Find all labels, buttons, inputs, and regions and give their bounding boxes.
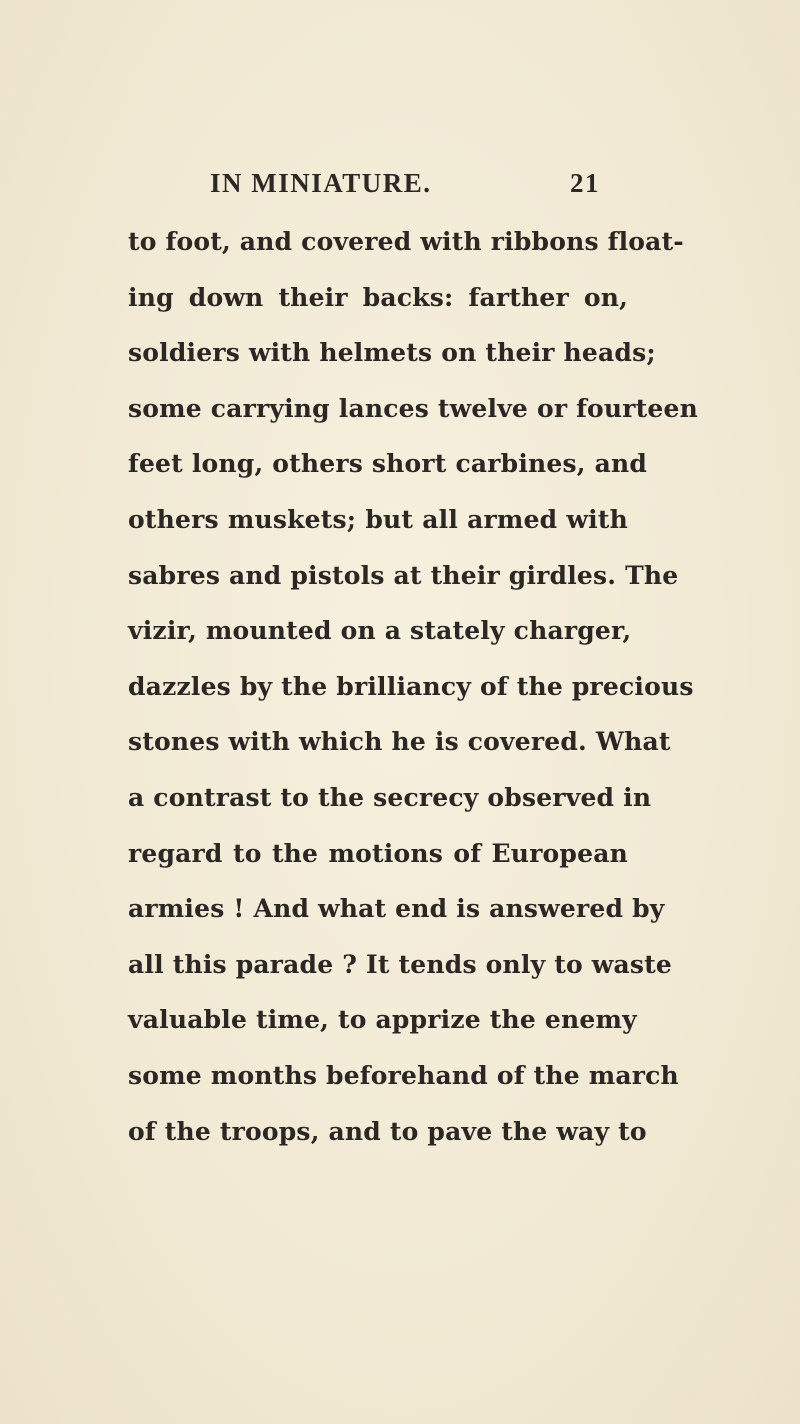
- text-line-17: of the troops, and to pave the way to: [128, 1116, 647, 1146]
- running-head: [210, 168, 600, 204]
- running-title: IN MINIATURE.: [210, 168, 432, 198]
- text-line-10: stones with which he is covered. What: [128, 727, 671, 757]
- text-line-7: sabres and pistols at their girdles. The: [128, 560, 679, 590]
- text-line-9: dazzles by the brilliancy of the precious: [128, 671, 694, 701]
- body-text: [128, 214, 699, 1159]
- text-line-13: armies ! And what end is answered by: [128, 894, 665, 924]
- text-line-12: regard to the motions of European: [128, 838, 628, 868]
- page-number: 21: [570, 168, 600, 198]
- text-line-16: some months beforehand of the march: [128, 1060, 679, 1090]
- text-line-5: feet long, others short carbines, and: [128, 449, 648, 479]
- text-line-14: all this parade ? It tends only to waste: [128, 949, 672, 979]
- text-line-4: some carrying lances twelve or fourteen: [128, 393, 699, 423]
- text-line-3: soldiers with helmets on their heads;: [128, 338, 656, 368]
- text-line-8: vizir, mounted on a stately charger,: [128, 616, 632, 646]
- text-line-2: ing down their backs: farther on,: [128, 282, 628, 312]
- text-line-15: valuable time, to apprize the enemy: [128, 1005, 637, 1035]
- text-line-6: others muskets; but all armed with: [128, 504, 628, 534]
- text-line-11: a contrast to the secrecy observed in: [128, 782, 652, 812]
- text-line-1: to foot, and covered with ribbons float-: [128, 227, 684, 256]
